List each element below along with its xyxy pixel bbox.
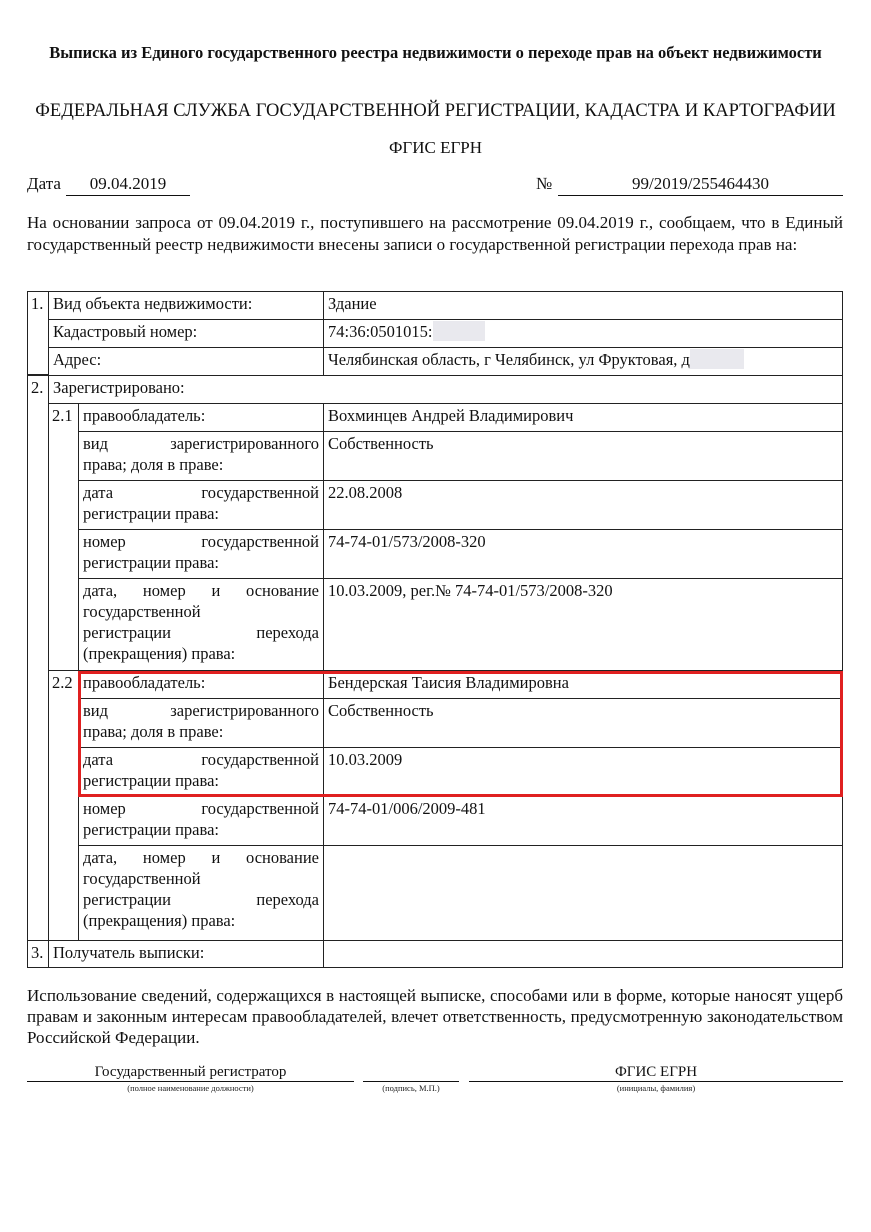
intro-text: На основании запроса от 09.04.2019 г., поступившего на рассмотрение 09.04.2019 г., сообщаем, что в Единый государственный реестр недвижимости внесены записи о государственной регистрации перехода прав на:	[27, 213, 843, 254]
cadastral-cell	[323, 319, 843, 348]
date-value: 09.04.2019	[66, 174, 190, 196]
agency-name: ФЕДЕРАЛЬНАЯ СЛУЖБА ГОСУДАРСТВЕННОЙ РЕГИСТРАЦИИ, КАДАСТРА И КАРТОГРАФИИ	[35, 101, 836, 121]
initials-line	[469, 1081, 843, 1082]
record-2-1-num: 2.1	[48, 403, 79, 671]
position-hint: (полное наименование должности)	[127, 1083, 254, 1093]
holder-value: Бендерская Таисия Владимировна	[323, 670, 843, 699]
number-value: 99/2019/255464430	[558, 174, 843, 196]
position-line	[27, 1081, 354, 1082]
reg-date-label	[78, 480, 324, 530]
label-line: регистрации права:	[83, 504, 219, 523]
redaction-block	[690, 349, 744, 369]
label-line: регистрации права:	[83, 771, 219, 790]
system-name: ФГИС ЕГРН	[388, 138, 483, 157]
label-line: права; доля в праве:	[83, 722, 224, 741]
document-title: Выписка из Единого государственного реестра недвижимости о переходе прав на объект недвижимости	[49, 43, 822, 62]
label-line: дата, номер и основание	[83, 848, 319, 867]
registrar-position: Государственный регистратор	[94, 1064, 287, 1080]
cadastral-value: 74:36:0501015:	[328, 322, 433, 341]
right-type-value: Собственность	[323, 431, 843, 481]
right-type-label	[78, 698, 324, 748]
label-line: регистрации права:	[83, 820, 219, 839]
object-type-value: Здание	[323, 291, 843, 320]
registered-label: Зарегистрировано:	[48, 375, 843, 404]
label-line: дата государственной	[83, 483, 319, 502]
section-2-num: 2.	[27, 375, 49, 941]
cadastral-label: Кадастровый номер:	[48, 319, 324, 348]
address-label: Адрес:	[48, 347, 324, 376]
transfer-value: 10.03.2009, рег.№ 74-74-01/573/2008-320	[323, 578, 843, 671]
label-line: номер государственной	[83, 799, 319, 818]
holder-label: правообладатель:	[78, 403, 324, 432]
redaction-block	[433, 321, 485, 341]
signature-line	[363, 1081, 459, 1082]
label-line: (прекращения) права:	[83, 644, 236, 663]
label-line: номер государственной	[83, 532, 319, 551]
label-line: регистрации перехода	[83, 623, 319, 642]
record-2-2-num: 2.2	[48, 670, 79, 941]
label-line: государственной	[83, 869, 201, 888]
right-type-value: Собственность	[323, 698, 843, 748]
date-label: Дата	[27, 174, 61, 193]
reg-number-value: 74-74-01/573/2008-320	[323, 529, 843, 579]
number-label: №	[536, 174, 553, 193]
label-line: регистрации перехода	[83, 890, 319, 909]
recipient-label: Получатель выписки:	[48, 940, 324, 968]
label-line: государственной	[83, 602, 201, 621]
transfer-value	[323, 845, 843, 941]
label-line: вид зарегистрированного	[83, 434, 319, 453]
section-1-num: 1.	[27, 291, 49, 375]
recipient-value	[323, 940, 843, 968]
label-line: дата, номер и основание	[83, 581, 319, 600]
signature-hint: (подпись, М.П.)	[382, 1083, 440, 1093]
holder-label: правообладатель:	[78, 670, 324, 699]
label-line: вид зарегистрированного	[83, 701, 319, 720]
transfer-label	[78, 845, 324, 941]
object-type-label: Вид объекта недвижимости:	[48, 291, 324, 320]
transfer-label	[78, 578, 324, 671]
label-line: (прекращения) права:	[83, 911, 236, 930]
holder-value: Вохминцев Андрей Владимирович	[323, 403, 843, 432]
reg-number-label	[78, 796, 324, 846]
reg-number-label	[78, 529, 324, 579]
address-value: Челябинская область, г Челябинск, ул Фруктовая, д	[328, 350, 690, 369]
label-line: дата государственной	[83, 750, 319, 769]
reg-date-value: 10.03.2009	[323, 747, 843, 797]
address-cell	[323, 347, 843, 376]
reg-date-label	[78, 747, 324, 797]
label-line: права; доля в праве:	[83, 455, 224, 474]
legal-notice: Использование сведений, содержащихся в настоящей выписке, способами или в форме, которые наносят ущерб правам и законным интересам правообладателей, влечет ответственность, предусмотренную законодательством Российской Федерации.	[27, 986, 843, 1047]
right-type-label	[78, 431, 324, 481]
reg-number-value: 74-74-01/006/2009-481	[323, 796, 843, 846]
registrar-initials: ФГИС ЕГРН	[614, 1064, 698, 1080]
section-3-num: 3.	[27, 940, 49, 968]
label-line: регистрации права:	[83, 553, 219, 572]
reg-date-value: 22.08.2008	[323, 480, 843, 530]
initials-hint: (инициалы, фамилия)	[616, 1083, 696, 1093]
